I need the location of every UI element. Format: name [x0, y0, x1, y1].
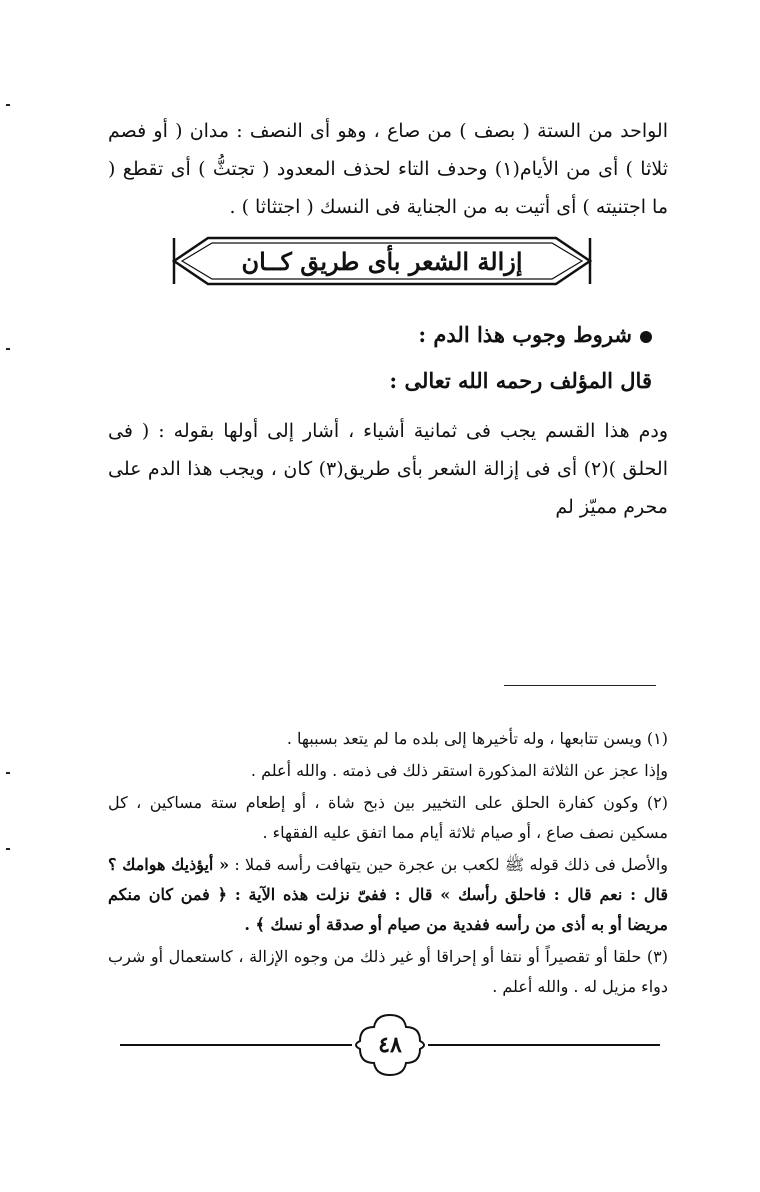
footnotes	[108, 724, 668, 1004]
footnote-2-hadith-intro: والأصل فى ذلك قوله ﷺ لكعب بن عجرة حين يتهافت رأسه قملا :	[234, 855, 668, 874]
footnote-1-continued: وإذا عجز عن الثلاثة المذكورة استقر ذلك فى ذمته . والله أعلم .	[250, 761, 668, 780]
edge-mark	[6, 848, 10, 850]
heading-author: قال المؤلف رحمه الله تعالى :	[389, 368, 652, 393]
footnote-2-hadith	[108, 850, 668, 940]
edge-mark	[6, 348, 10, 350]
banner-title: إزالة الشعر بأى طريق كــان	[241, 246, 523, 276]
heading-conditions	[100, 322, 652, 347]
page-number: ٤٨	[378, 1032, 402, 1058]
paragraph-2: ودم هذا القسم يجب فى ثمانية أشياء ، أشار إلى أولها بقوله : ( فى الحلق )(٢) أى فى إزالة الشعر بأى طريق(٣) كان ، ويجب هذا الدم على محرم مميّز لم	[108, 420, 668, 518]
heading-conditions-text: شروط وجوب هذا الدم :	[418, 322, 632, 347]
footnote-2-hadith-quote: « أيؤذيك هوامك ؟ قال : نعم قال : فاحلق رأسك » قال : ففىّ نزلت هذه الآية : ﴿ فمن كان منكم مريضا أو به أذى من رأسه ففدية من صيام أو صدقة أو نسك ﴾ .	[108, 855, 668, 934]
section-banner	[168, 232, 596, 290]
page-number-ornament	[120, 1012, 660, 1078]
footnote-3: (٣) حلقا أو تقصيراً أو نتفا أو إحراقا أو غير ذلك من وجوه الإزالة ، كاستعمال أو شرب دواء مزيل له . والله أعلم .	[108, 947, 668, 996]
edge-mark	[6, 104, 10, 106]
footnote-1: (١) ويسن تتابعها ، وله تأخيرها إلى بلده ما لم يتعد بسببها .	[286, 729, 668, 748]
bullet-icon	[640, 331, 652, 343]
edge-mark	[6, 772, 10, 774]
footnote-divider	[504, 685, 656, 686]
paragraph-1: الواحد من الستة ( بصف ) من صاع ، وهو أى النصف : مدان ( أو فصم ثلاثا ) أى من الأيام(١) وحدف التاء لحذف المعدود ( تجتثُّ ) أى تقطع ( ما اجتنيته ) أى أتيت به من الجناية فى النسك ( اجتثاثا ) .	[108, 120, 668, 218]
footnote-2: (٢) وكون كفارة الحلق على التخيير بين ذبح شاة ، أو إطعام ستة مساكين ، كل مسكين نصف صاع ، أو صيام ثلاثة أيام مما اتفق عليه الفقهاء .	[108, 793, 668, 842]
